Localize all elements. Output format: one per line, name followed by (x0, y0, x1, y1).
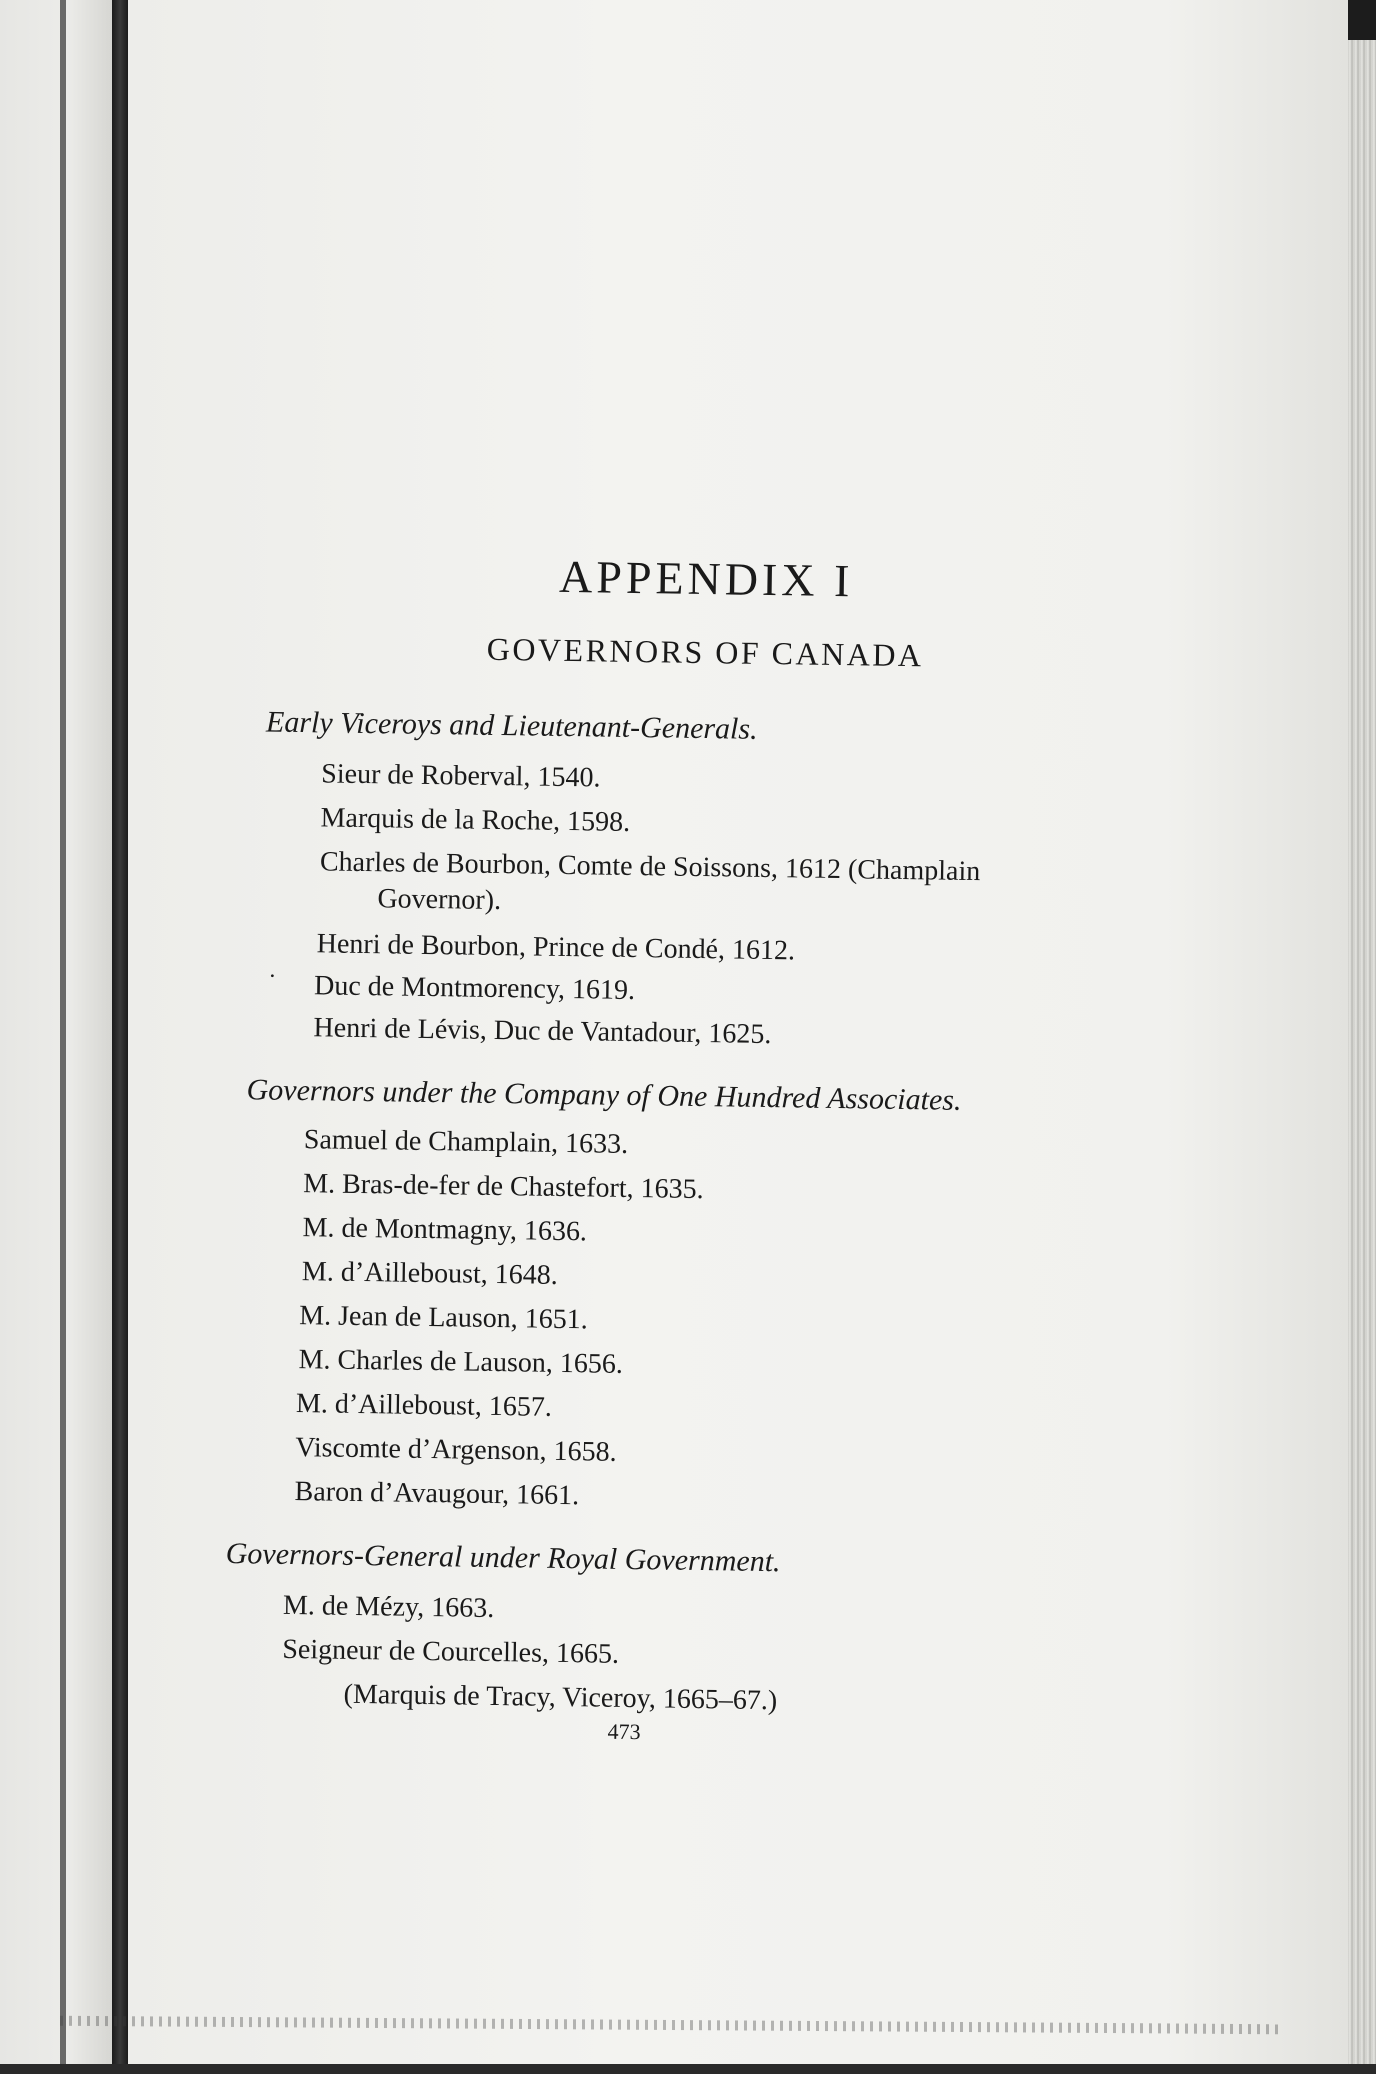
list-item: Viscomte d’Argenson, 1658. (295, 1432, 617, 1468)
list-item: (Marquis de Tracy, Viceroy, 1665–67.) (343, 1678, 778, 1717)
list-item: Marquis de la Roche, 1598. (320, 802, 631, 838)
list-item: Charles de Bourbon, Comte de Soissons, 1612 (Champlain (319, 846, 981, 888)
appendix-title: APPENDIX I (558, 550, 854, 607)
list-item: M. de Montmagny, 1636. (302, 1212, 588, 1248)
list-item: Seigneur de Courcelles, 1665. (282, 1633, 620, 1670)
list-item: Sieur de Roberval, 1540. (321, 758, 601, 794)
list-item: Henri de Bourbon, Prince de Condé, 1612. (316, 928, 796, 967)
group-heading-royal-government: Governors-General under Royal Government. (225, 1537, 781, 1579)
list-item: Henri de Lévis, Duc de Vantadour, 1625. (313, 1012, 772, 1051)
page-number: 473 (607, 1718, 641, 1745)
list-item: Samuel de Champlain, 1633. (303, 1124, 629, 1160)
list-item: Duc de Montmorency, 1619. (313, 970, 636, 1007)
group-heading-early-viceroys: Early Viceroys and Lieutenant-Generals. (265, 705, 758, 746)
group-heading-company-governors: Governors under the Company of One Hundred Associates. (246, 1073, 962, 1117)
list-item: M. Bras-de-fer de Chastefort, 1635. (303, 1168, 704, 1206)
section-title: GOVERNORS OF CANADA (486, 630, 924, 674)
list-item: Baron d’Avaugour, 1661. (294, 1476, 580, 1512)
list-item: M. de Mézy, 1663. (282, 1589, 495, 1625)
stray-mark: · (268, 963, 277, 990)
list-item: M. Charles de Lauson, 1656. (298, 1344, 624, 1380)
list-item: M. Jean de Lauson, 1651. (299, 1300, 588, 1336)
list-item: M. d’Ailleboust, 1648. (301, 1256, 559, 1291)
list-item: M. d’Ailleboust, 1657. (295, 1388, 553, 1423)
list-item-continuation: Governor). (377, 883, 502, 917)
